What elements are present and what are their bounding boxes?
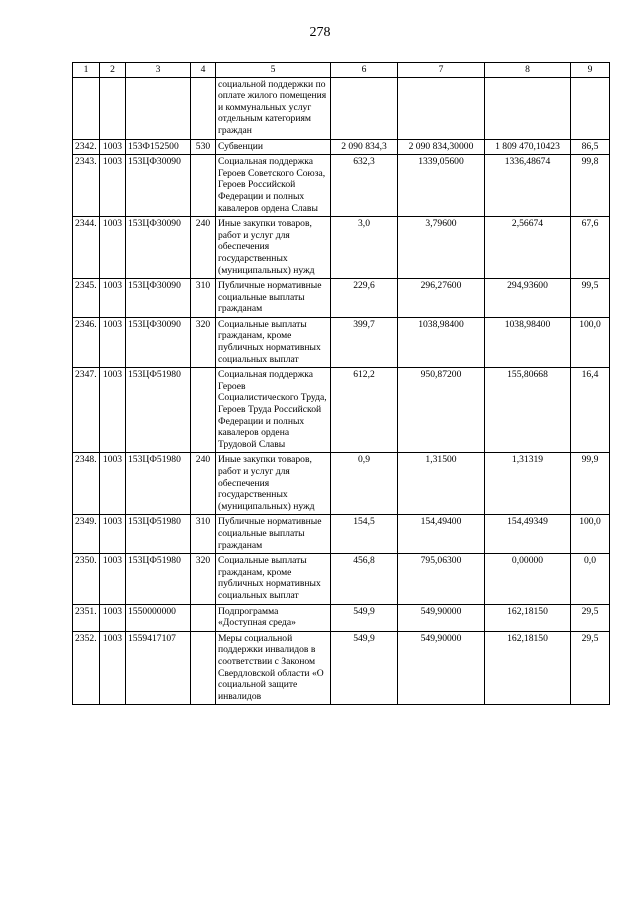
value-col7-cell: 549,90000: [398, 604, 485, 631]
target-code-cell: [126, 77, 191, 139]
value-col6-cell: 612,2: [331, 368, 398, 453]
value-col7-cell: 1,31500: [398, 453, 485, 515]
item-name-cell: Публичные нормативные социальные выплаты гражданам: [216, 279, 331, 318]
value-col8-cell: 154,49349: [485, 515, 571, 554]
percent-cell: 0,0: [571, 554, 610, 604]
budget-table: [72, 62, 610, 705]
column-header: 4: [191, 63, 216, 78]
row-number-cell: 2344.: [73, 217, 100, 279]
value-col7-cell: 296,27600: [398, 279, 485, 318]
row-number-cell: 2350.: [73, 554, 100, 604]
table-row: [73, 368, 610, 453]
target-code-cell: 153ЦФ30090: [126, 155, 191, 217]
table-row: [73, 631, 610, 705]
table-row: [73, 554, 610, 604]
item-name-cell: Социальная поддержка Героев Социалистического Труда, Героев Труда Российской Федерации и полных кавалеров ордена Трудовой Славы: [216, 368, 331, 453]
row-number-cell: 2349.: [73, 515, 100, 554]
page-number: 278: [309, 25, 331, 40]
table-row: [73, 515, 610, 554]
value-col6-cell: 154,5: [331, 515, 398, 554]
percent-cell: 29,5: [571, 631, 610, 705]
target-code-cell: 153ЦФ30090: [126, 279, 191, 318]
percent-cell: 67,6: [571, 217, 610, 279]
table-row: [73, 317, 610, 367]
column-header: 1: [73, 63, 100, 78]
value-col7-cell: 3,79600: [398, 217, 485, 279]
row-number-cell: 2346.: [73, 317, 100, 367]
percent-cell: 16,4: [571, 368, 610, 453]
target-code-cell: 153ЦФ51980: [126, 368, 191, 453]
percent-cell: [571, 77, 610, 139]
value-col7-cell: 795,06300: [398, 554, 485, 604]
table-row: [73, 155, 610, 217]
row-number-cell: 2343.: [73, 155, 100, 217]
item-name-cell: Подпрограмма «Доступная среда»: [216, 604, 331, 631]
table-row: [73, 77, 610, 139]
value-col8-cell: 1038,98400: [485, 317, 571, 367]
expense-type-cell: 310: [191, 515, 216, 554]
section-code-cell: 1003: [100, 631, 126, 705]
percent-cell: 86,5: [571, 139, 610, 155]
value-col6-cell: 229,6: [331, 279, 398, 318]
expense-type-cell: 240: [191, 217, 216, 279]
item-name-cell: социальной поддержки по оплате жилого помещения и коммунальных услуг отдельным категориям граждан: [216, 77, 331, 139]
header-row: [73, 63, 610, 78]
table-row: [73, 604, 610, 631]
column-header: 5: [216, 63, 331, 78]
percent-cell: 99,9: [571, 453, 610, 515]
item-name-cell: Иные закупки товаров, работ и услуг для обеспечения государственных (муниципальных) нужд: [216, 453, 331, 515]
table-row: [73, 453, 610, 515]
expense-type-cell: 530: [191, 139, 216, 155]
section-code-cell: 1003: [100, 554, 126, 604]
value-col7-cell: 549,90000: [398, 631, 485, 705]
value-col6-cell: 549,9: [331, 631, 398, 705]
item-name-cell: Социальные выплаты гражданам, кроме публичных нормативных социальных выплат: [216, 554, 331, 604]
target-code-cell: 1550000000: [126, 604, 191, 631]
section-code-cell: 1003: [100, 217, 126, 279]
column-header: 8: [485, 63, 571, 78]
target-code-cell: 153Ф152500: [126, 139, 191, 155]
target-code-cell: 153ЦФ30090: [126, 217, 191, 279]
section-code-cell: 1003: [100, 453, 126, 515]
section-code-cell: 1003: [100, 604, 126, 631]
value-col6-cell: 456,8: [331, 554, 398, 604]
target-code-cell: 153ЦФ51980: [126, 453, 191, 515]
section-code-cell: 1003: [100, 317, 126, 367]
row-number-cell: 2345.: [73, 279, 100, 318]
expense-type-cell: [191, 368, 216, 453]
value-col7-cell: 1038,98400: [398, 317, 485, 367]
expense-type-cell: 320: [191, 317, 216, 367]
value-col8-cell: 162,18150: [485, 604, 571, 631]
table-row: [73, 217, 610, 279]
target-code-cell: 153ЦФ30090: [126, 317, 191, 367]
expense-type-cell: [191, 604, 216, 631]
table-row: [73, 139, 610, 155]
expense-type-cell: 320: [191, 554, 216, 604]
value-col7-cell: 1339,05600: [398, 155, 485, 217]
column-header: 7: [398, 63, 485, 78]
row-number-cell: 2342.: [73, 139, 100, 155]
item-name-cell: Социальные выплаты гражданам, кроме публичных нормативных социальных выплат: [216, 317, 331, 367]
expense-type-cell: [191, 77, 216, 139]
target-code-cell: 153ЦФ51980: [126, 515, 191, 554]
percent-cell: 100,0: [571, 515, 610, 554]
value-col8-cell: 162,18150: [485, 631, 571, 705]
expense-type-cell: 310: [191, 279, 216, 318]
section-code-cell: 1003: [100, 368, 126, 453]
column-header: 2: [100, 63, 126, 78]
value-col6-cell: 3,0: [331, 217, 398, 279]
value-col6-cell: 549,9: [331, 604, 398, 631]
value-col7-cell: 950,87200: [398, 368, 485, 453]
value-col8-cell: [485, 77, 571, 139]
value-col6-cell: 399,7: [331, 317, 398, 367]
column-header: 6: [331, 63, 398, 78]
item-name-cell: Социальная поддержка Героев Советского Союза, Героев Российской Федерации и полных кавалеров ордена Славы: [216, 155, 331, 217]
value-col7-cell: [398, 77, 485, 139]
value-col8-cell: 1336,48674: [485, 155, 571, 217]
section-code-cell: 1003: [100, 155, 126, 217]
row-number-cell: 2351.: [73, 604, 100, 631]
expense-type-cell: [191, 155, 216, 217]
value-col8-cell: 294,93600: [485, 279, 571, 318]
percent-cell: 29,5: [571, 604, 610, 631]
target-code-cell: 153ЦФ51980: [126, 554, 191, 604]
value-col6-cell: 0,9: [331, 453, 398, 515]
item-name-cell: Субвенции: [216, 139, 331, 155]
expense-type-cell: 240: [191, 453, 216, 515]
section-code-cell: 1003: [100, 139, 126, 155]
row-number-cell: 2352.: [73, 631, 100, 705]
value-col6-cell: 632,3: [331, 155, 398, 217]
table-row: [73, 279, 610, 318]
value-col7-cell: 154,49400: [398, 515, 485, 554]
percent-cell: 100,0: [571, 317, 610, 367]
section-code-cell: 1003: [100, 515, 126, 554]
value-col8-cell: 1,31319: [485, 453, 571, 515]
row-number-cell: 2347.: [73, 368, 100, 453]
item-name-cell: Публичные нормативные социальные выплаты гражданам: [216, 515, 331, 554]
value-col7-cell: 2 090 834,30000: [398, 139, 485, 155]
percent-cell: 99,8: [571, 155, 610, 217]
value-col8-cell: 155,80668: [485, 368, 571, 453]
column-header: 3: [126, 63, 191, 78]
column-header: 9: [571, 63, 610, 78]
item-name-cell: Иные закупки товаров, работ и услуг для обеспечения государственных (муниципальных) нужд: [216, 217, 331, 279]
row-number-cell: 2348.: [73, 453, 100, 515]
expense-type-cell: [191, 631, 216, 705]
section-code-cell: [100, 77, 126, 139]
target-code-cell: 1559417107: [126, 631, 191, 705]
section-code-cell: 1003: [100, 279, 126, 318]
value-col6-cell: [331, 77, 398, 139]
value-col8-cell: 2,56674: [485, 217, 571, 279]
item-name-cell: Меры социальной поддержки инвалидов в соответствии с Законом Свердловской области «О социальной защите инвалидов: [216, 631, 331, 705]
value-col8-cell: 1 809 470,10423: [485, 139, 571, 155]
value-col8-cell: 0,00000: [485, 554, 571, 604]
row-number-cell: [73, 77, 100, 139]
percent-cell: 99,5: [571, 279, 610, 318]
value-col6-cell: 2 090 834,3: [331, 139, 398, 155]
table-body: [73, 77, 610, 705]
